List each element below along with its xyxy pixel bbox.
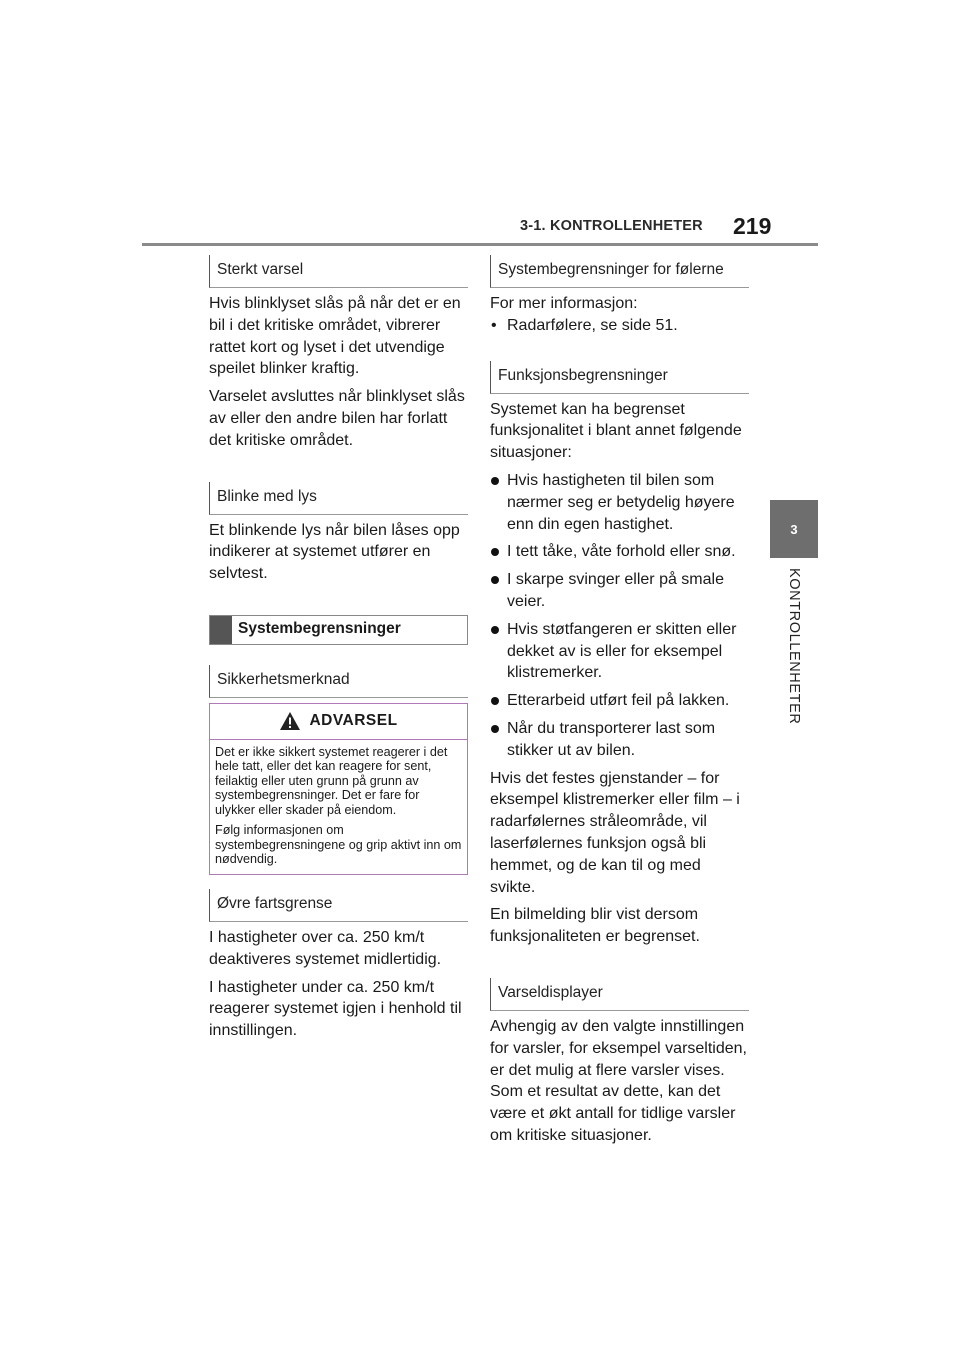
subheading-sterkt-varsel: Sterkt varsel [209, 255, 468, 288]
paragraph: Avhengig av den valgte innstillingen for varsler, for eksempel varseltiden, er det mulig at flere varsler vises. Som et resultat av dette, kan det være et økt antall for tidlige varsler om kritiske situasjoner. [490, 1017, 747, 1144]
paragraph: Et blinkende lys når bilen låses opp indikerer at systemet utfører en selvtest. [209, 521, 460, 583]
list-item: I tett tåke, våte forhold eller snø. [490, 541, 749, 563]
warning-body [210, 740, 467, 874]
warning-header [210, 704, 467, 740]
paragraph: Varselet avsluttes når blinklyset slås av eller den andre bilen har forlatt det kritiske området. [209, 388, 465, 449]
warning-text: Følg informasjonen om systembegrensningene og grip aktivt inn om nødvendig. [215, 823, 462, 867]
subheading-foler: Systembegrensninger for følerne [490, 255, 749, 288]
page-number: 219 [733, 213, 772, 239]
left-column [209, 255, 468, 1048]
paragraph: Hvis det festes gjenstander – for eksempel klistremerker eller film – i radarfølernes stråleområde, vil laserfølernes funksjon også bli hemmet, og de kan til og med svikte. [490, 769, 740, 896]
list-item: Etterarbeid utført feil på lakken. [490, 690, 749, 712]
limitation-list [490, 470, 749, 762]
spacer [209, 458, 468, 482]
section-heading-systembegrensninger [209, 615, 468, 645]
warning-triangle-icon [279, 711, 301, 731]
spacer [209, 591, 468, 615]
subheading-ovre-fartsgrense: Øvre fartsgrense [209, 889, 468, 922]
spacer [490, 337, 749, 361]
paragraph: I hastigheter over ca. 250 km/t deaktiveres systemet midlertidig. [209, 928, 442, 968]
list-item: Hvis hastigheten til bilen som nærmer seg er betydelig høyere enn din egen hastighet. [490, 470, 749, 535]
paragraph: Systemet kan ha begrenset funksjonalitet i blant annet følgende situasjoner: [490, 400, 742, 462]
paragraph: En bilmelding blir vist dersom funksjonaliteten er begrenset. [490, 906, 700, 946]
section-title: Systembegrensninger [238, 619, 401, 637]
section-marker [210, 616, 232, 644]
subheading-varseldisplayer: Varseldisplayer [490, 978, 749, 1011]
subheading-sikkerhet: Sikkerhetsmerknad [209, 665, 468, 698]
chapter-title: 3-1. KONTROLLENHETER [520, 218, 703, 234]
subheading-funksjon: Funksjonsbegrensninger [490, 361, 749, 394]
page-header [0, 0, 960, 250]
paragraph: Hvis blinklyset slås på når det er en bil i det kritiske området, vibrerer rattet kort og lyset i det utvendige speilet blinker kraftig. [209, 295, 461, 378]
spacer [490, 954, 749, 978]
header-rule [142, 243, 818, 246]
warning-text: Det er ikke sikkert systemet reagerer i det hele tatt, eller det kan reagere for sent, feilaktig eller uten grunn på grunn av systembegrensninger. Det er fare for ulykker eller skader på eiendom. [215, 744, 448, 817]
reference-list [490, 315, 749, 337]
list-item: Hvis støtfangeren er skitten eller dekket av is eller for eksempel klistremerker. [490, 619, 749, 684]
warning-title: ADVARSEL [309, 712, 398, 730]
paragraph: I hastigheter under ca. 250 km/t reagerer systemet igjen i henhold til innstillingen. [209, 978, 462, 1040]
subheading-blinke: Blinke med lys [209, 482, 468, 515]
list-item: I skarpe svinger eller på smale veier. [490, 569, 749, 613]
warning-box [209, 703, 468, 875]
right-column [490, 255, 749, 1153]
list-item: • Radarfølere, se side 51. [490, 315, 749, 337]
chapter-side-label: KONTROLLENHETER [786, 568, 802, 725]
paragraph: For mer informasjon: [490, 295, 638, 312]
list-item: Når du transporterer last som stikker ut av bilen. [490, 718, 749, 762]
chapter-tab: 3 [770, 500, 818, 558]
